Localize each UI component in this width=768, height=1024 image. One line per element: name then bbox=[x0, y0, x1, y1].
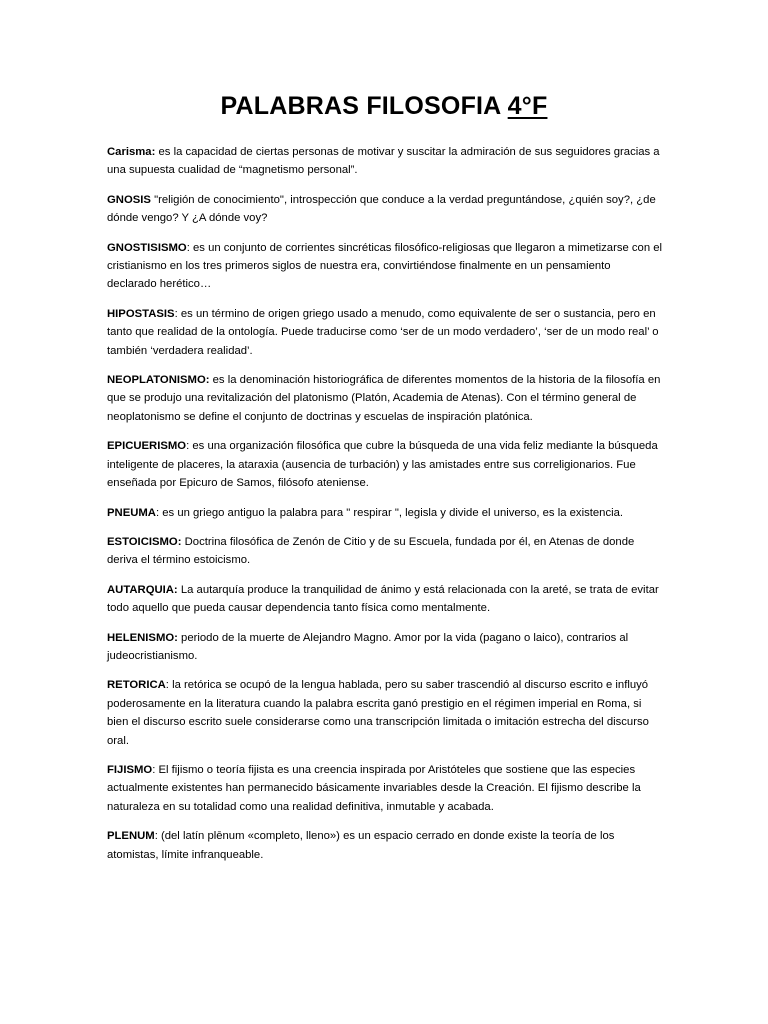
glossary-entry bbox=[107, 581, 663, 618]
document-title bbox=[0, 92, 768, 121]
glossary-entry bbox=[107, 437, 663, 492]
entry-term: GNOSIS bbox=[107, 193, 151, 206]
entry-term: PLENUM bbox=[107, 830, 155, 843]
entry-term: Carisma: bbox=[107, 146, 156, 158]
glossary-entry bbox=[107, 504, 663, 522]
entry-definition: periodo de la muerte de Alejandro Magno. Amor por la vida (pagano o laico), contrarios al judeocristianismo. bbox=[107, 631, 629, 662]
entry-term: HELENISMO: bbox=[107, 631, 178, 644]
entry-definition: : es una organización filosófica que cubre la búsqueda de una vida feliz mediante la búsqueda inteligente de placeres, la ataraxia (ausencia de turbación) y las amistades entre sus correligionarios. Fue enseñada por Epicuro de Samos, filósofo ateniense. bbox=[107, 440, 658, 490]
entry-term: FIJISMO bbox=[107, 763, 153, 776]
glossary-entry bbox=[107, 533, 663, 570]
entry-definition: "religión de conocimiento", introspección que conduce a la verdad preguntándose, ¿quién soy?, ¿de dónde vengo? Y ¿A dónde voy? bbox=[107, 193, 656, 225]
entry-definition: : es un conjunto de corrientes sincréticas filosófico-religiosas que llegaron a mimetizarse con el cristianismo en los tres primeros siglos de nuestra era, convirtiéndose finalmente en un pensamiento declarado herético… bbox=[107, 241, 663, 291]
glossary-entry bbox=[107, 629, 663, 666]
entry-term: NEOPLATONISMO: bbox=[107, 374, 210, 387]
entry-definition: es la capacidad de ciertas personas de motivar y suscitar la admiración de sus seguidores gracias a una supuesta cualidad de “magnetismo personal”. bbox=[107, 146, 660, 177]
entry-definition: es la denominación historiográfica de diferentes momentos de la historia de la filosofía en que se produjo una revitalización del platonismo (Platón, Academia de Atenas). Con el término general de neoplatonismo se define el conjunto de doctrinas y escuelas de inspiración platónica. bbox=[107, 374, 661, 423]
entry-definition: : es un griego antiguo la palabra para " respirar ", legisla y divide el universo, es la existencia. bbox=[155, 506, 624, 519]
entry-term: ESTOICISMO: bbox=[107, 535, 182, 548]
glossary-entry bbox=[107, 305, 663, 360]
glossary-entry bbox=[107, 239, 663, 294]
entry-definition: : es un término de origen griego usado a menudo, como equivalente de ser o sustancia, pero en tanto que realidad de la ontología. Puede traducirse como ‘ser de un modo verdadero’, ‘ser de un modo real’ o también ‘verdadera realidad’. bbox=[107, 307, 659, 357]
glossary-entry bbox=[107, 676, 663, 750]
entry-definition: : El fijismo o teoría fijista es una creencia inspirada por Aristóteles que sostiene que las especies actualmente existentes han permanecido básicamente invariables desde la Creación. El fijismo describe la naturaleza en su totalidad como una realidad definitiva, inmutable y acabada. bbox=[107, 763, 641, 813]
entry-definition: Doctrina filosófica de Zenón de Citio y de su Escuela, fundada por él, en Atenas de donde deriva el término estoicismo. bbox=[107, 535, 635, 567]
entry-definition: : (del latín plēnum «completo, lleno») es un espacio cerrado en donde existe la teoría de los atomistas, límite infranqueable. bbox=[107, 830, 615, 861]
entry-term: EPICUERISMO bbox=[107, 440, 187, 453]
glossary-entry bbox=[107, 827, 663, 864]
entry-term: RETORICA bbox=[107, 679, 166, 692]
entry-term: GNOSTISISMO bbox=[107, 241, 187, 254]
glossary-entry bbox=[107, 143, 663, 180]
entry-definition: La autarquía produce la tranquilidad de ánimo y está relacionada con la areté, se trata de evitar todo aquello que pueda causar dependencia tanto física como mentalmente. bbox=[107, 583, 659, 615]
title-course: 4°F bbox=[507, 92, 548, 120]
glossary-list bbox=[107, 143, 663, 875]
entry-term: AUTARQUIA: bbox=[107, 583, 178, 596]
title-text: PALABRAS FILOSOFIA bbox=[220, 92, 501, 120]
entry-term: PNEUMA bbox=[107, 506, 156, 519]
glossary-entry bbox=[107, 191, 663, 228]
glossary-entry bbox=[107, 371, 663, 426]
entry-term: HIPOSTASIS bbox=[107, 307, 175, 320]
entry-definition: : la retórica se ocupó de la lengua hablada, pero su saber trascendió al discurso escrito e influyó poderosamente en la literatura cuando la palabra escrita ganó prestigio en el régimen imperial en Roma, si bien el discurso escrito suele considerarse como una transcripción limitada o imitación estrecha del discurso oral. bbox=[107, 679, 649, 747]
glossary-entry bbox=[107, 761, 663, 816]
